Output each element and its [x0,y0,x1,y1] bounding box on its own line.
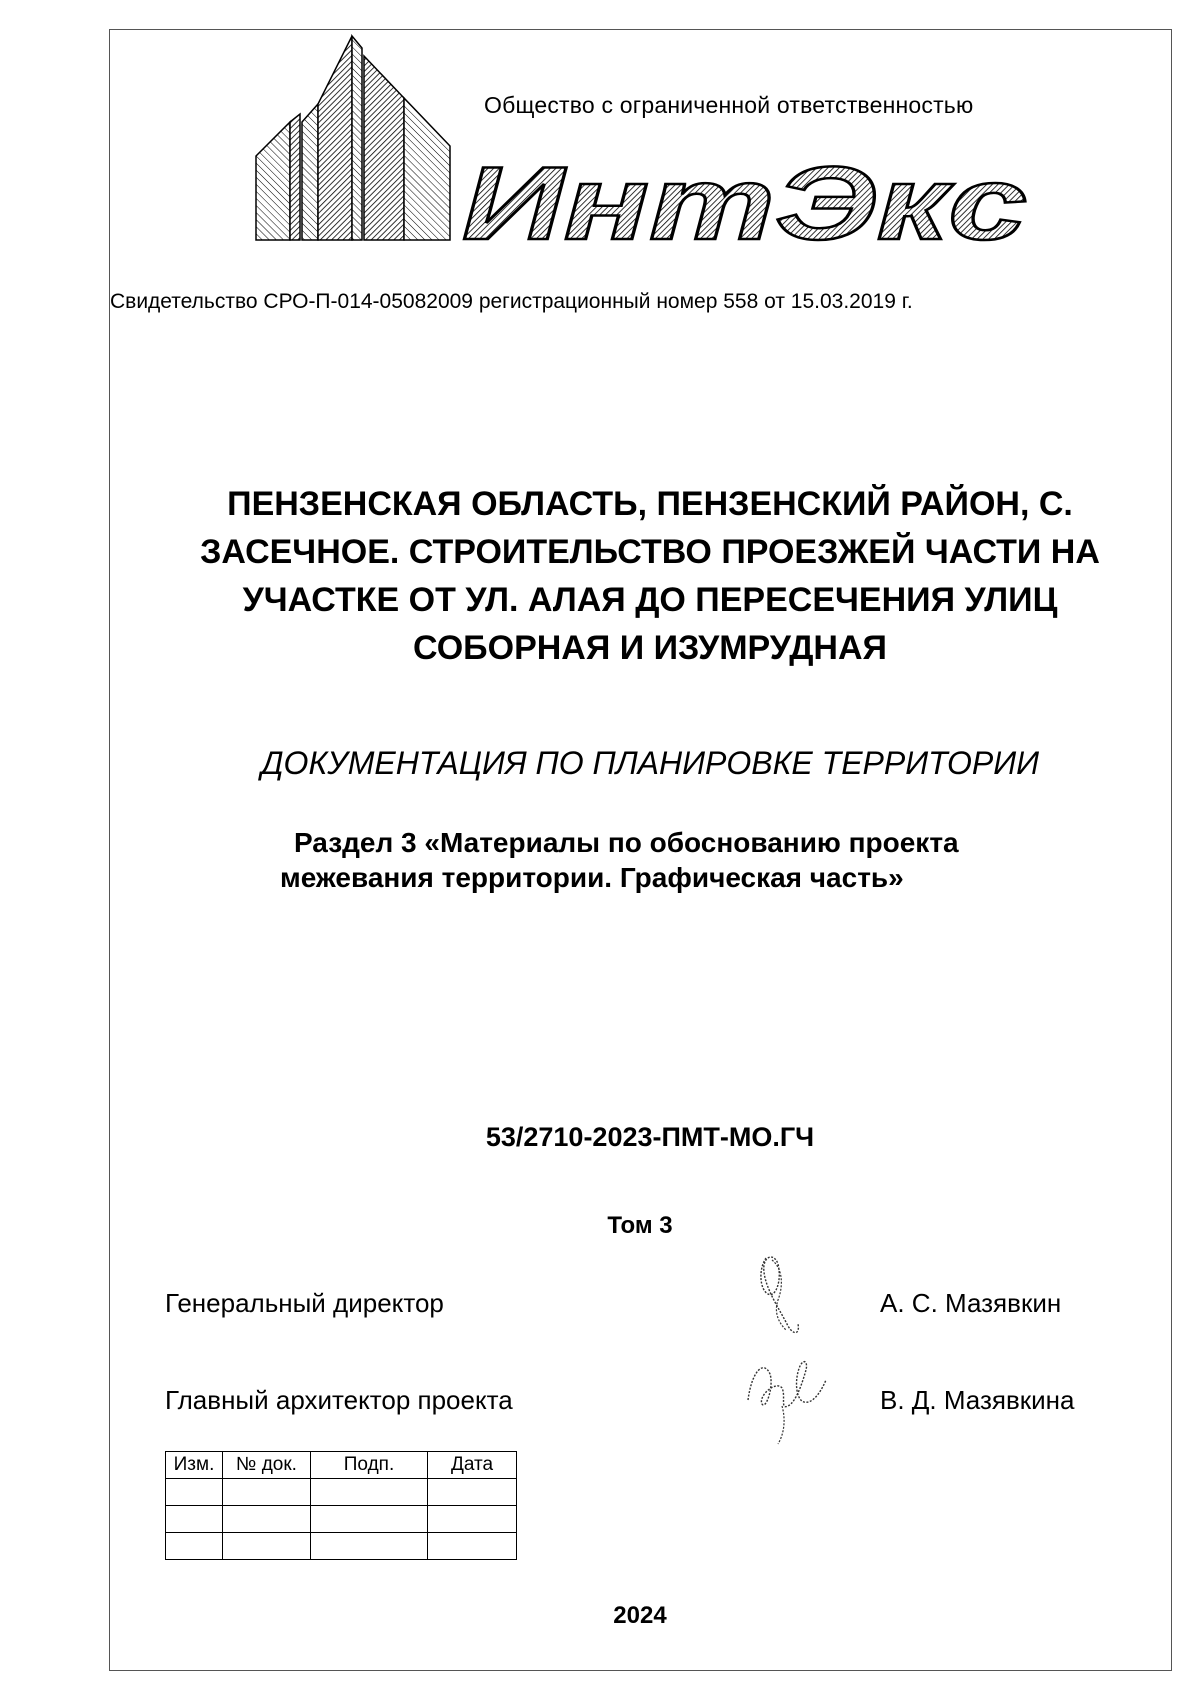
table-cell [223,1479,311,1506]
table-row [166,1506,517,1533]
table-cell [428,1479,517,1506]
volume-number: Том 3 [607,1212,673,1239]
table-cell [166,1506,223,1533]
table-cell [428,1506,517,1533]
revision-header-cell: Подп. [311,1452,428,1479]
project-title-line: ПЕНЗЕНСКАЯ ОБЛАСТЬ, ПЕНЗЕНСКИЙ РАЙОН, С. [227,485,1073,523]
table-cell [311,1533,428,1560]
director-signature [748,1250,818,1340]
company-logo [254,34,1044,244]
table-cell [166,1533,223,1560]
section-title-line: Раздел 3 «Материалы по обоснованию проекта [294,827,959,858]
table-row [166,1479,517,1506]
logo-buildings-icon [256,36,450,240]
signatory-name-architect: В. Д. Мазявкина [880,1385,1075,1415]
org-type-label: Общество с ограниченной ответственностью [484,92,974,118]
project-title-line: ЗАСЕЧНОЕ. СТРОИТЕЛЬСТВО ПРОЕЗЖЕЙ ЧАСТИ НА [200,533,1100,571]
signatory-role-director: Генеральный директор [165,1288,444,1318]
project-title-line: СОБОРНАЯ И ИЗУМРУДНАЯ [413,629,887,667]
revision-table-header-row [166,1452,517,1479]
project-title [150,480,1150,672]
revision-header-cell: Изм. [166,1452,223,1479]
document-year: 2024 [613,1602,667,1629]
signatory-name-director: А. С. Мазявкин [880,1288,1062,1318]
table-row [166,1533,517,1560]
signatory-role-architect: Главный архитектор проекта [165,1385,513,1415]
project-title-line: УЧАСТКЕ ОТ УЛ. АЛАЯ ДО ПЕРЕСЕЧЕНИЯ УЛИЦ [242,581,1058,619]
table-cell [223,1506,311,1533]
architect-signature [742,1340,832,1450]
revision-table [165,1451,517,1560]
section-title-line: межевания территории. Графическая часть» [280,862,904,893]
revision-header-cell: Дата [428,1452,517,1479]
table-cell [311,1479,428,1506]
table-cell [428,1533,517,1560]
table-cell [311,1506,428,1533]
svg-text:ИнтЭкс: ИнтЭкс [462,146,1027,244]
document-type: ДОКУМЕНТАЦИЯ ПО ПЛАНИРОВКЕ ТЕРРИТОРИИ [261,745,1039,781]
revision-header-cell: № док. [223,1452,311,1479]
table-cell [166,1479,223,1506]
sro-certificate: Свидетельство СРО-П-014-05082009 регистрационный номер 558 от 15.03.2019 г. [110,290,913,313]
document-code: 53/2710-2023-ПМТ-МО.ГЧ [485,1122,815,1152]
logo-wordmark [462,146,1027,244]
table-cell [223,1533,311,1560]
